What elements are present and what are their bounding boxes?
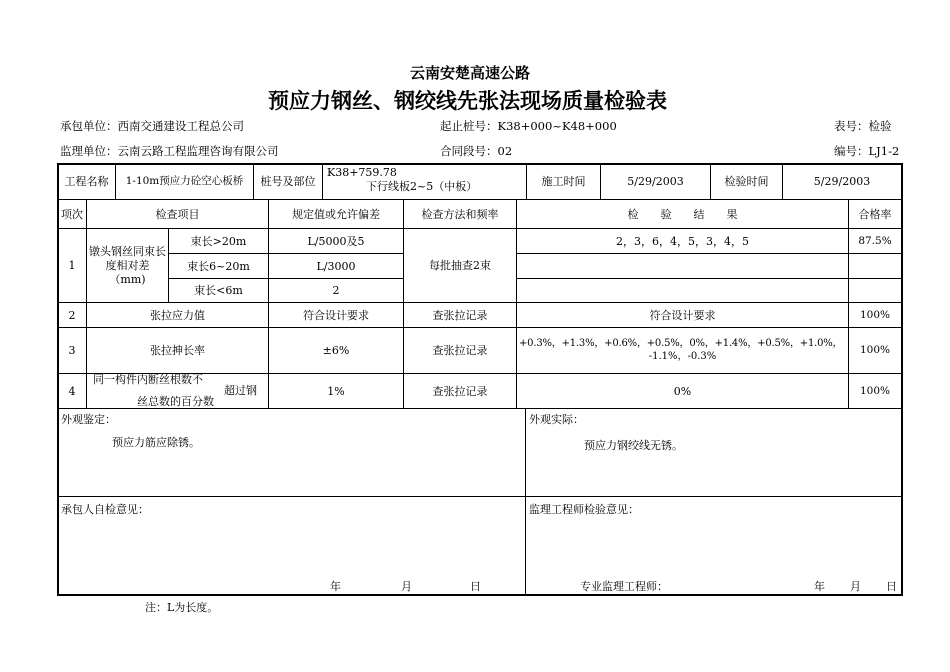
- row4-item-line3: 丝总数的百分数: [137, 395, 214, 408]
- row4-method: 查张拉记录: [432, 384, 488, 398]
- row3-result-line1: +0.3%，+1.3%，+0.6%，+0.5%，0%，+1.4%，+0.5%，+1.0%，: [519, 338, 843, 349]
- supervisor-date-day: 日: [886, 580, 897, 593]
- row1-sub1: 束长>20m: [190, 234, 247, 248]
- row4-result: 0%: [673, 384, 692, 398]
- row3-item: 张拉抻长率: [150, 344, 205, 357]
- footnote: 注：L为长度。: [145, 601, 219, 614]
- row1-method: 每批抽查2束: [429, 259, 491, 272]
- row3-result-line2: -1.1%，-0.3%: [648, 351, 717, 362]
- form-number: 表号：检验: [834, 119, 892, 133]
- row3-rate: 100%: [859, 344, 891, 356]
- row3-method: 查张拉记录: [432, 344, 488, 357]
- row3-spec: ±6%: [322, 344, 350, 357]
- table-right-border: [901, 163, 903, 596]
- project-name: 云南安楚高速公路: [410, 64, 531, 82]
- row4-no: 4: [68, 384, 76, 398]
- row2-spec: 符合设计要求: [303, 308, 369, 322]
- row1-spec1: L/5000及5: [307, 234, 365, 248]
- project-value: 1-10m预应力砼空心板桥: [125, 175, 244, 187]
- col-header-result: 检 验 结 果: [627, 207, 738, 221]
- contractor-date-month: 月: [401, 580, 412, 593]
- grid-line: [58, 496, 903, 497]
- row3-no: 3: [68, 344, 76, 357]
- contractor-date-year: 年: [330, 580, 341, 593]
- contractor-opinion-label: 承包人自检意见：: [61, 503, 149, 516]
- row2-rate: 100%: [859, 308, 891, 321]
- grid-line: [322, 163, 323, 199]
- row4-rate: 100%: [859, 384, 891, 397]
- row1-spec2: L/3000: [316, 259, 356, 273]
- row4-spec: 1%: [327, 384, 345, 398]
- grid-line: [525, 408, 526, 595]
- col-header-item: 检查项目: [155, 207, 200, 221]
- station-label: 桩号及部位: [260, 175, 316, 188]
- row1-rate: 87.5%: [858, 234, 892, 247]
- row4-item-line1: 同一构件内断丝根数不: [93, 373, 203, 386]
- appearance-actual-label: 外观实际：: [529, 413, 584, 426]
- supervisor-unit: 监理单位：云南云路工程监理咨询有限公司: [60, 144, 279, 158]
- grid-line: [516, 253, 903, 254]
- contract-section: 合同段号：02: [440, 144, 513, 158]
- row1-item: 镦头钢丝同束长度相对差（mm): [89, 244, 166, 286]
- row2-item: 张拉应力值: [150, 308, 205, 322]
- page-title: 预应力钢丝、钢绞线先张法现场质量检验表: [268, 88, 667, 113]
- contractor-date-day: 日: [470, 580, 481, 593]
- row1-result: 2，3，6，4，5，3，4，5: [616, 234, 749, 248]
- table-bottom-border: [58, 594, 903, 596]
- row2-no: 2: [68, 308, 76, 322]
- serial-number: 编号：LJ1-2: [834, 144, 900, 158]
- row1-spec3: 2: [332, 284, 340, 297]
- col-header-method: 检查方法和频率: [421, 207, 499, 221]
- col-header-rate: 合格率: [858, 207, 892, 221]
- row4-item-line2: 超过钢: [224, 384, 257, 397]
- supervisor-date-month: 月: [850, 580, 861, 593]
- col-header-no: 项次: [61, 207, 83, 221]
- appearance-judge-text: 预应力筋应除锈。: [112, 436, 200, 449]
- project-label: 工程名称: [64, 175, 109, 188]
- supervisor-opinion-label: 监理工程师检验意见：: [529, 503, 639, 516]
- row1-sub2: 束长6~20m: [187, 259, 250, 273]
- appearance-judge-label: 外观鉴定：: [61, 413, 116, 426]
- appearance-actual-text: 预应力钢绞线无锈。: [584, 439, 683, 452]
- grid-line: [516, 278, 903, 279]
- row2-method: 查张拉记录: [432, 308, 488, 322]
- inspect-time-value: 5/29/2003: [813, 175, 871, 188]
- construct-time-value: 5/29/2003: [627, 175, 684, 188]
- supervisor-date-year: 年: [814, 580, 825, 593]
- station-range: 起止桩号：K38+000~K48+000: [440, 119, 617, 133]
- inspect-time-label: 检验时间: [724, 175, 769, 188]
- row2-result: 符合设计要求: [649, 308, 716, 322]
- col-header-spec: 规定值或允许偏差: [292, 207, 380, 221]
- row1-sub3: 束长<6m: [194, 284, 243, 297]
- contractor-unit: 承包单位：西南交通建设工程总公司: [60, 119, 244, 133]
- engineer-label: 专业监理工程师：: [580, 580, 668, 593]
- station-value-2: 下行线板2~5（中板）: [366, 180, 478, 193]
- station-value-1: K38+759.78: [327, 166, 397, 179]
- row1-no: 1: [68, 259, 76, 272]
- construct-time-label: 施工时间: [541, 175, 586, 188]
